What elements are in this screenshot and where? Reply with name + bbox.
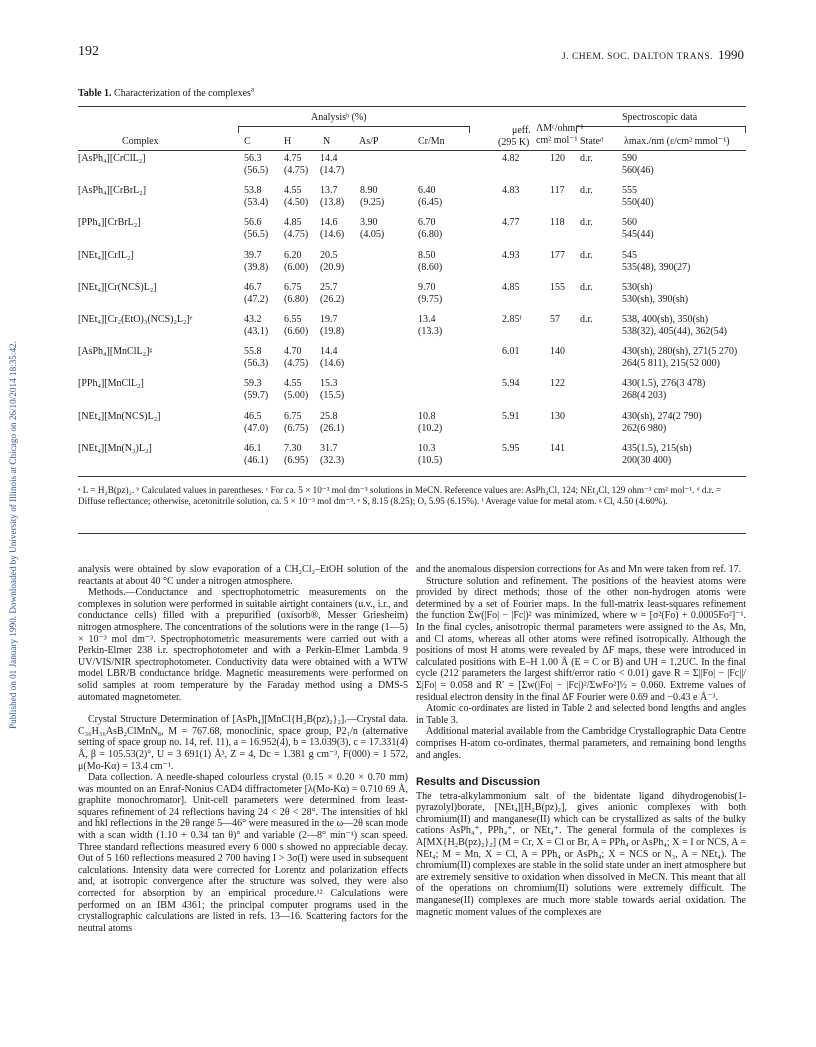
right-column <box>416 564 746 918</box>
lambda-max-header: λmax./nm (ε/cm² mmol⁻¹) <box>624 136 730 147</box>
spectrum-line-1: 555 <box>622 185 637 197</box>
conductivity-cell: 122 <box>550 378 565 390</box>
spectrum-line-1: 530(sh) <box>622 281 653 293</box>
c-found-cell: 39.7 <box>244 249 262 261</box>
left-para-1: analysis were obtained by slow evaporation of a CH₂Cl₂–EtOH solution of the reactants at about 40 °C under a nitrogen atmosphere. <box>78 564 408 587</box>
table-top-rule <box>78 106 746 107</box>
crmn-calc-cell: (8.60) <box>418 261 443 273</box>
n-found-cell: 14.4 <box>320 153 338 164</box>
analysis-group-header: Analysisᵇ (%) <box>311 112 367 123</box>
complex-name-cell: [PPh₄][CrBrL₂] <box>78 217 141 229</box>
n-found-cell: 19.7 <box>320 314 338 325</box>
h-header: H <box>284 136 292 147</box>
n-calc-cell: (26.1) <box>320 422 345 434</box>
n-calc-cell: (13.8) <box>320 197 345 209</box>
conductivity-cell: 177 <box>550 249 565 261</box>
n-found-cell: 31.7 <box>320 442 338 454</box>
c-calc-cell: (43.1) <box>244 326 269 337</box>
complex-name-cell: [NEt₄][Cr(NCS)L₂] <box>78 281 157 293</box>
mueff-cell: 4.83 <box>502 185 520 197</box>
c-calc-cell: (56.5) <box>244 229 269 241</box>
state-cell: d.r. <box>580 314 593 325</box>
state-header: Stateᵈ <box>580 136 604 147</box>
conductivity-cell: 120 <box>550 153 565 164</box>
mueff-cell: 5.95 <box>502 442 520 454</box>
asp-found-cell: 8.90 <box>360 185 378 197</box>
h-calc-cell: (6.00) <box>284 261 309 273</box>
state-cell: d.r. <box>580 153 593 164</box>
crmn-found-cell: 13.4 <box>418 314 436 325</box>
complex-name-cell: [AsPh₄][MnClL₂]ᵍ <box>78 346 153 358</box>
state-cell: d.r. <box>580 217 593 229</box>
spectrum-line-1: 560 <box>622 217 637 229</box>
mueff-cell: 4.93 <box>502 249 520 261</box>
complex-name-cell: [PPh₄][MnClL₂] <box>78 378 144 390</box>
h-calc-cell: (6.95) <box>284 454 309 466</box>
h-found-cell: 6.55 <box>284 314 302 325</box>
mueff-cell: 6.01 <box>502 346 520 358</box>
crmn-found-cell: 10.3 <box>418 442 436 454</box>
c-found-cell: 56.3 <box>244 153 262 164</box>
right-para-4: Additional material available from the Cambridge Crystallographic Data Centre comprises H-atom co-ordinates, thermal parameters, and remaining bond lengths and angles. <box>416 726 746 761</box>
download-watermark <box>6 175 20 895</box>
c-calc-cell: (39.8) <box>244 261 269 273</box>
crmn-calc-cell: (10.2) <box>418 422 443 434</box>
c-found-cell: 46.1 <box>244 442 262 454</box>
c-found-cell: 53.8 <box>244 185 262 197</box>
download-watermark-text: Published on 01 January 1990. Downloaded by University of Illinois at Chicago on 26/10/2014 18:35:42. <box>8 341 18 729</box>
spectrum-line-2: 560(46) <box>622 165 654 176</box>
c-found-cell: 55.8 <box>244 346 262 358</box>
crmn-calc-cell: (6.45) <box>418 197 443 209</box>
asp-found-cell: 3.90 <box>360 217 378 229</box>
spectrum-line-2: 268(4 203) <box>622 390 667 402</box>
h-calc-cell: (4.75) <box>284 165 309 176</box>
h-calc-cell: (6.60) <box>284 326 309 337</box>
n-calc-cell: (20.9) <box>320 261 345 273</box>
crmn-found-cell: 6.70 <box>418 217 436 229</box>
complex-name-cell: [NEt₄][Cr₂(EtO)₃(NCS)₂L₂]ᵉ <box>78 314 193 325</box>
left-para-4: Data collection. A needle-shaped colourless crystal (0.15 × 0.20 × 0.70 mm) was mounted on an Enraf-Nonius CAD4 diffractometer [λ(Mo-Kα) = 0.710 69 Å, graphite monochromator]. Unit-cell parameters were determined from least-squares refinement of 24 reflections having 24 < 2θ < 28°. The intensities of hkl and h̄kl reflections in the 2θ range 5—46° were measured in the ω—2θ scan mode with a scan width (1.10 + 0.34 tan θ)° and variable (2—8° min⁻¹) scan speed. Three standard reflections measured every 6 000 s showed no appreciable decay. Out of 5 160 reflections measured 2 700 having I > 3σ(I) were used in subsequent calculations. Intensity data were corrected for Lorentz and polarization effects and, at isotropic convergence after the structure was solved, they were also corrected for absorption by an empirical procedure.¹² Calculations were performed on an IBM 4361; the principal computer programs used in the crystallographic calculations are listed in refs. 13—16. Scattering factors for the neutral atoms <box>78 772 408 934</box>
c-calc-cell: (56.5) <box>244 165 269 176</box>
c-calc-cell: (46.1) <box>244 454 269 466</box>
right-para-1: and the anomalous dispersion corrections for As and Mn were taken from ref. 17. <box>416 564 742 575</box>
h-found-cell: 4.55 <box>284 378 302 390</box>
complex-header: Complex <box>122 136 159 147</box>
n-calc-cell: (14.6) <box>320 229 345 241</box>
spectrum-line-2: 550(40) <box>622 197 654 209</box>
complex-name-cell: [NEt₄][Mn(NCS)L₂] <box>78 410 161 422</box>
state-cell: d.r. <box>580 249 593 261</box>
journal-name: J. CHEM. SOC. DALTON TRANS. <box>562 52 714 62</box>
c-calc-cell: (47.0) <box>244 422 269 434</box>
n-found-cell: 25.7 <box>320 281 338 293</box>
spectrum-line-1: 430(1.5), 276(3 478) <box>622 378 706 390</box>
spectrum-line-2: 535(48), 390(27) <box>622 261 691 273</box>
n-calc-cell: (15.5) <box>320 390 345 402</box>
h-found-cell: 6.75 <box>284 410 302 422</box>
right-para-2: Structure solution and refinement. The positions of the heaviest atoms were provided by direct methods; those of the other non-hydrogen atoms were determined by a set of Fourier maps. In the full-matrix least-squares refinement the function Σw(|Fo| − |Fc|)² was minimized, where w = [σ²(Fo) + 0.0005Fo²]⁻¹. In the final cycles, anisotropic thermal parameters were assigned to the As, Mn, and Cl atoms, whereas all other atoms were refined isotropically. Although the positions of most H atoms were revealed by ΔF maps, these were introduced in calculated positions with E–H 1.00 Å (E = C or B) and UH = 1.2UC. In the final cycle (212 parameters the largest shift/error ratio < 0.01) gave R = Σ||Fo| − |Fc||/Σ|Fo| = 0.058 and R′ = [Σw(|Fo| − |Fc|)²/ΣwFo²]½ = 0.060. Extreme values of residual electron density in the final ΔF Fourier were 0.69 and −0.43 e Å⁻³. <box>416 575 746 703</box>
h-calc-cell: (5.00) <box>284 390 309 402</box>
conductivity-cell: 155 <box>550 281 565 293</box>
n-found-cell: 13.7 <box>320 185 338 197</box>
table-footnote: ᵃ L = H₂B(pz)₂. ᵇ Calculated values in parentheses. ᶜ For ca. 5 × 10⁻³ mol dm⁻³ solutions in MeCN. Reference values are: AsPh₄Cl, 124; NEt₄Cl, 129 ohm⁻¹ cm² mol⁻¹. ᵈ d.r. = Diffuse reflectance; otherwise, acetonitrile solution, ca. 5 × 10⁻³ mol dm⁻³. ᵉ S, 8.15 (8.25); O, 5.95 (6.15%). ᶠ Average value for metal atom. ᵍ Cl, 4.50 (4.60%). <box>78 485 722 506</box>
h-calc-cell: (4.75) <box>284 229 309 241</box>
n-found-cell: 20.5 <box>320 249 338 261</box>
h-found-cell: 7.30 <box>284 442 302 454</box>
spectrum-line-2: 262(6 980) <box>622 422 667 434</box>
complex-name-cell: [NEt₄][Mn(N₃)L₂] <box>78 442 152 454</box>
h-calc-cell: (6.75) <box>284 422 309 434</box>
state-cell: d.r. <box>580 281 593 293</box>
state-cell: d.r. <box>580 185 593 197</box>
mueff-cell: 2.85ᶠ <box>502 314 522 325</box>
conductivity-cell: 57 <box>550 314 560 325</box>
n-found-cell: 15.3 <box>320 378 338 390</box>
crmn-calc-cell: (6.80) <box>418 229 443 241</box>
conductivity-cell: 141 <box>550 442 565 454</box>
table-caption: Table 1. Characterization of the complexes$^a$ <box>78 85 255 99</box>
asp-calc-cell: (4.05) <box>360 229 385 241</box>
c-found-cell: 43.2 <box>244 314 262 325</box>
c-calc-cell: (56.3) <box>244 358 269 370</box>
spectrum-line-2: 200(30 400) <box>622 454 672 466</box>
right-para-5: The tetra-alkylammonium salt of the bidentate ligand dihydrogenobis(1-pyrazolyl)borate, [NEt₄][H₂B(pz)₂], gives anionic complexes with both chromium(II) and manganese(II) which can be crystallized as salts of the bulky cations AsPh₄⁺, PPh₄⁺, or NEt₄⁺. The general formula of the complexes is A[MX{H₂B(pz)₂}₂] (M = Cr, X = Cl or Br, A = PPh₄ or AsPh₄; X = I or NCS, A = NEt₄; M = Mn, X = Cl, A = PPh₄ or AsPh₄; X = NCS or N₃, A = NEt₄). The chromium(II) complexes are stable in the solid state under an inert atmosphere but are extremely sensitive to oxidation when dissolved in MeCN. This meant that all of the operations on chromium(II) solutions were extremely difficult. The manganese(II) complexes are much more stable towards aerial oxidation. The magnetic moment values of the complexes are <box>416 790 746 918</box>
spectrum-line-2: 538(32), 405(44), 362(54) <box>622 326 727 337</box>
complex-name-cell: [AsPh₄][CrBrL₂] <box>78 185 147 197</box>
spectrum-line-1: 538, 400(sh), 350(sh) <box>622 314 709 325</box>
n-calc-cell: (14.6) <box>320 358 345 370</box>
spectrum-line-1: 430(sh), 280(sh), 271(5 270) <box>622 346 738 358</box>
c-header: C <box>244 136 251 147</box>
c-calc-cell: (59.7) <box>244 390 269 402</box>
h-calc-cell: (4.75) <box>284 358 309 370</box>
page-number: 192 <box>78 44 99 59</box>
left-para-2: Methods.—Conductance and spectrophotometric measurements on the complexes in solution were performed in suitable airtight containers (u.v., i.r., and conductance cells) filled with a prepurified (oxisorb®, Messer Griesheim) nitrogen atmosphere. The concentrations of the solutions were in the range (1—5) × 10⁻³ mol dm⁻³. Spectrophotometric measurements were carried out with a Perkin-Elmer 238 i.r. spectrophotometer and with a Perkin-Elmer Lambda 9 UV/VIS/NIR spectrophotometer. Conductivity data were obtained with a WTW model LBR/B conductance bridge. Magnetic measurements were performed on solid samples at room temperature by the Faraday method using a DMS-5 automated magnetometer. <box>78 587 408 703</box>
c-found-cell: 59.3 <box>244 378 262 390</box>
conductivity-cell: 117 <box>550 185 565 197</box>
n-found-cell: 25.8 <box>320 410 338 422</box>
analysis-brace <box>238 126 470 133</box>
h-calc-cell: (6.80) <box>284 293 309 305</box>
complex-name-cell: [NEt₄][CrIL₂] <box>78 249 134 261</box>
crmn-calc-cell: (9.75) <box>418 293 443 305</box>
n-calc-cell: (19.8) <box>320 326 345 337</box>
results-heading: Results and Discussion <box>416 776 541 789</box>
spectrum-line-2: 530(sh), 390(sh) <box>622 293 689 305</box>
h-found-cell: 4.85 <box>284 217 302 229</box>
c-calc-cell: (53.4) <box>244 197 269 209</box>
complex-name-cell: [AsPh₄][CrClL₂] <box>78 153 146 164</box>
h-found-cell: 4.75 <box>284 153 302 164</box>
n-calc-cell: (14.7) <box>320 165 345 176</box>
c-found-cell: 56.6 <box>244 217 262 229</box>
n-calc-cell: (26.2) <box>320 293 345 305</box>
spectrum-line-1: 545 <box>622 249 637 261</box>
h-found-cell: 4.55 <box>284 185 302 197</box>
mueff-temp-header: (295 K) <box>498 137 530 148</box>
left-column <box>78 564 408 934</box>
c-calc-cell: (47.2) <box>244 293 269 305</box>
conductivity-cell: 118 <box>550 217 565 229</box>
asp-header: As/P <box>359 136 379 147</box>
h-calc-cell: (4.50) <box>284 197 309 209</box>
journal-header <box>562 47 744 63</box>
mueff-cell: 4.77 <box>502 217 520 229</box>
h-found-cell: 4.70 <box>284 346 302 358</box>
journal-year: 1990 <box>718 47 744 62</box>
conductivity-unit-header: cm² mol⁻¹ <box>536 135 578 146</box>
spectrum-line-1: 590 <box>622 153 637 164</box>
conductivity-header: ΛMᶜ/ohm⁻¹ <box>536 123 584 134</box>
n-found-cell: 14.6 <box>320 217 338 229</box>
spectrum-line-1: 430(sh), 274(2 790) <box>622 410 702 422</box>
table-bottom-rule <box>78 476 746 477</box>
mueff-cell: 4.82 <box>502 153 520 164</box>
mueff-cell: 5.91 <box>502 410 520 422</box>
crmn-found-cell: 10.8 <box>418 410 436 422</box>
n-found-cell: 14.4 <box>320 346 338 358</box>
spectro-brace <box>576 126 746 133</box>
conductivity-cell: 140 <box>550 346 565 358</box>
spectrum-line-2: 545(44) <box>622 229 654 241</box>
table-caption-text: Characterization of the complexes$^a$ <box>114 85 255 99</box>
mueff-cell: 5.94 <box>502 378 520 390</box>
n-header: N <box>323 136 331 147</box>
right-para-3: Atomic co-ordinates are listed in Table 2 and selected bond lengths and angles in Table 3. <box>416 703 746 726</box>
crmn-found-cell: 8.50 <box>418 249 436 261</box>
mueff-cell: 4.85 <box>502 281 520 293</box>
asp-calc-cell: (9.25) <box>360 197 385 209</box>
spectrum-line-1: 435(1.5), 215(sh) <box>622 442 692 454</box>
spectro-group-header: Spectroscopic data <box>622 112 698 123</box>
mueff-header: μeff. <box>512 125 531 136</box>
table-end-rule <box>78 533 746 534</box>
crmn-found-cell: 6.40 <box>418 185 436 197</box>
crmn-header: Cr/Mn <box>418 136 445 147</box>
conductivity-cell: 130 <box>550 410 565 422</box>
spectrum-line-2: 264(5 811), 215(52 000) <box>622 358 720 370</box>
crmn-found-cell: 9.70 <box>418 281 436 293</box>
h-found-cell: 6.20 <box>284 249 302 261</box>
c-found-cell: 46.7 <box>244 281 262 293</box>
h-found-cell: 6.75 <box>284 281 302 293</box>
left-para-3: Crystal Structure Determination of [AsPh₄][MnCl{H₂B(pz)₂}₂].—Crystal data. C₃₆H₃₆AsB₂ClMnN₈, M = 767.68, monoclinic, space group, P2₁/n (alternative setting of space group no. 14, ref. 11), a = 16.952(4), b = 13.039(3), c = 17.331(4) Å, β = 105.53(2)°, U = 3 691(1) Å³, Z = 4, Dc = 1.381 g cm⁻³, F(000) = 1 572, μ(Mo-Kα) = 13.4 cm⁻¹. <box>78 714 408 772</box>
table-header-rule <box>78 150 746 151</box>
crmn-calc-cell: (10.5) <box>418 454 443 466</box>
c-found-cell: 46.5 <box>244 410 262 422</box>
crmn-calc-cell: (13.3) <box>418 326 443 337</box>
n-calc-cell: (32.3) <box>320 454 345 466</box>
